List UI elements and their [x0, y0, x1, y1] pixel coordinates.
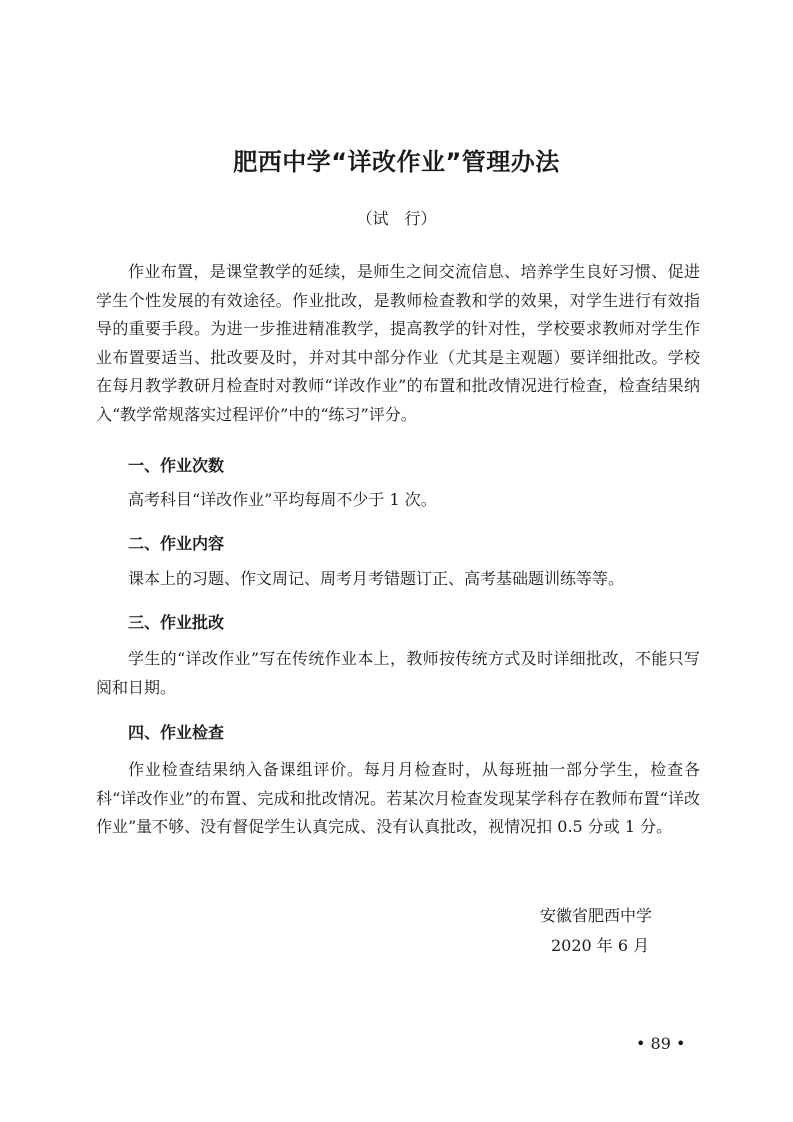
section-4-text: 作业检查结果纳入备课组评价。每月月检查时，从每班抽一部分学生，检查各科“详改作业”的布置、完成和批改情况。若某次月检查发现某学科存在教师布置“详改作业”量不够、没有督促学生认真完成、没有认真批改，视情况扣 0.5 分或 1 分。	[96, 760, 700, 836]
section-1-body	[96, 486, 700, 515]
document-title: 肥西中学“详改作业”管理办法	[233, 148, 560, 176]
section-2-heading: 二、作业内容	[128, 534, 225, 553]
section-4-heading: 四、作业检查	[128, 723, 225, 742]
signature-date: 2020 年 6 月	[551, 936, 650, 955]
section-3-body	[96, 645, 700, 702]
section-2-text: 课本上的习题、作文周记、周考月考错题订正、高考基础题训练等等。	[128, 569, 625, 588]
section-2-body	[96, 565, 700, 594]
page-number: • 89 •	[636, 1034, 686, 1053]
section-1-heading: 一、作业次数	[128, 456, 225, 475]
intro-paragraph: 作业布置，是课堂教学的延续，是师生之间交流信息、培养学生良好习惯、促进学生个性发展的有效途径。作业批改，是教师检查教和学的效果，对学生进行有效指导的重要手段。为进一步推进精准教学，提高教学的针对性，学校要求教师对学生作业布置要适当、批改要及时，并对其中部分作业（尤其是主观题）要详细批改。学校在每月教学教研月检查时对教师“详改作业”的布置和批改情况进行检查，检查结果纳入“教学常规落实过程评价”中的“练习”评分。	[96, 262, 700, 424]
section-3-text: 学生的“详改作业”写在传统作业本上，教师按传统方式及时详细批改，不能只写阅和日期。	[96, 649, 700, 697]
section-3-heading: 三、作业批改	[128, 613, 225, 632]
signature-organization: 安徽省肥西中学	[540, 906, 653, 925]
document-subtitle: （试 行）	[356, 209, 437, 228]
intro-paragraph-block	[96, 258, 700, 429]
section-1-text: 高考科目“详改作业”平均每周不少于 1 次。	[128, 490, 437, 509]
section-4-body	[96, 756, 700, 842]
